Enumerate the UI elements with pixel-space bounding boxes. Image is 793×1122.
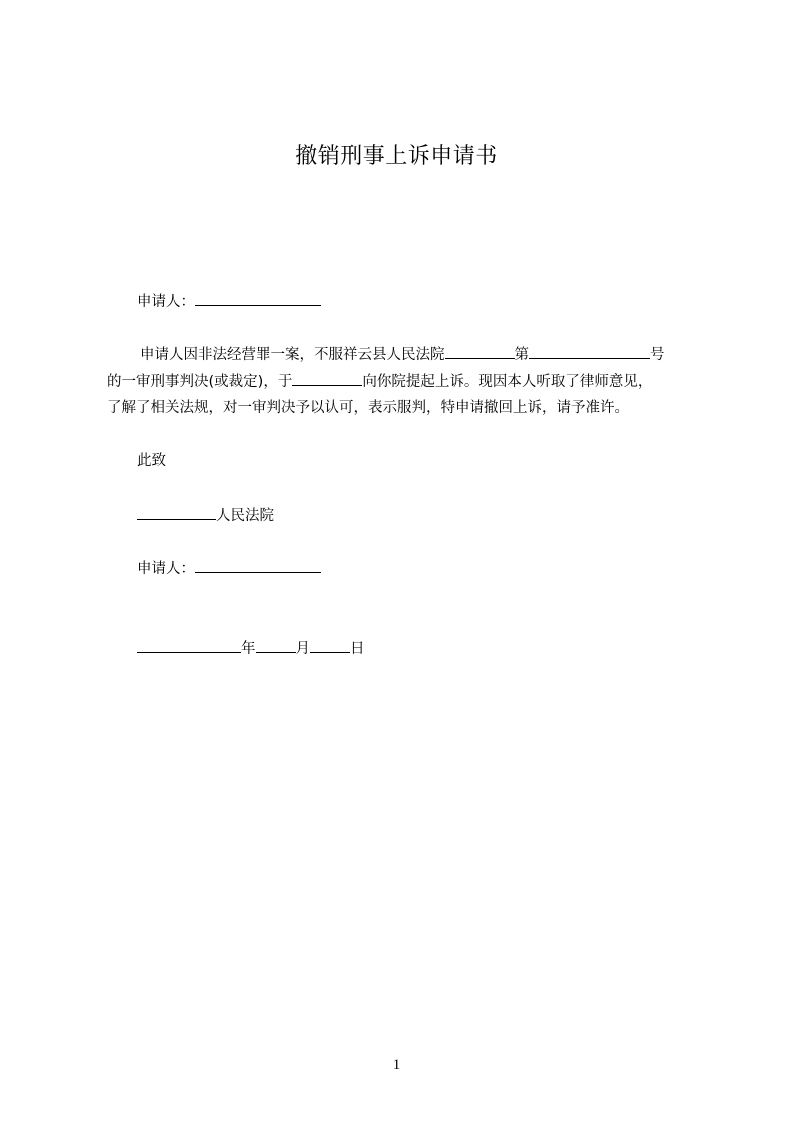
body-line-1 <box>140 344 665 365</box>
applicant-signature-label: 申请人： <box>137 561 195 577</box>
applicant-line-bottom <box>137 558 321 579</box>
appeal-date-blank <box>292 371 362 386</box>
applicant-label: 申请人： <box>137 294 195 310</box>
court-name-blank <box>137 505 216 520</box>
year-label: 年 <box>241 641 256 657</box>
applicant-name-blank <box>195 291 321 306</box>
court-suffix: 人民法院 <box>216 508 274 524</box>
page-number: 1 <box>392 1057 401 1073</box>
date-line <box>137 638 365 659</box>
applicant-line-top <box>137 291 321 312</box>
day-blank <box>310 638 350 653</box>
applicant-signature-blank <box>195 558 321 573</box>
body-text-2a: 的一审刑事判决(或裁定)，于 <box>107 374 293 390</box>
court-line <box>137 505 274 526</box>
month-label: 月 <box>295 641 310 657</box>
body-line-3 <box>107 398 629 418</box>
body-text-2b: 向你院提起上诉。现因本人听取了律师意见， <box>362 374 653 390</box>
court-year-blank <box>445 344 515 359</box>
month-blank <box>256 638 296 653</box>
body-line-2 <box>107 371 652 392</box>
body-text-1c: 号 <box>650 347 665 363</box>
body-text-3: 了解了相关法规，对一审判决予以认可，表示服判，特申请撤回上诉，请予准许。 <box>107 400 629 416</box>
document-title: 撤销刑事上诉申请书 <box>295 144 498 169</box>
body-text-1b: 第 <box>514 347 529 363</box>
body-text-1a: 申请人因非法经营罪一案，不服祥云县人民法院 <box>140 347 445 363</box>
salutation: 此致 <box>137 453 166 469</box>
day-label: 日 <box>350 641 365 657</box>
year-blank <box>137 638 241 653</box>
case-number-blank <box>529 344 650 359</box>
